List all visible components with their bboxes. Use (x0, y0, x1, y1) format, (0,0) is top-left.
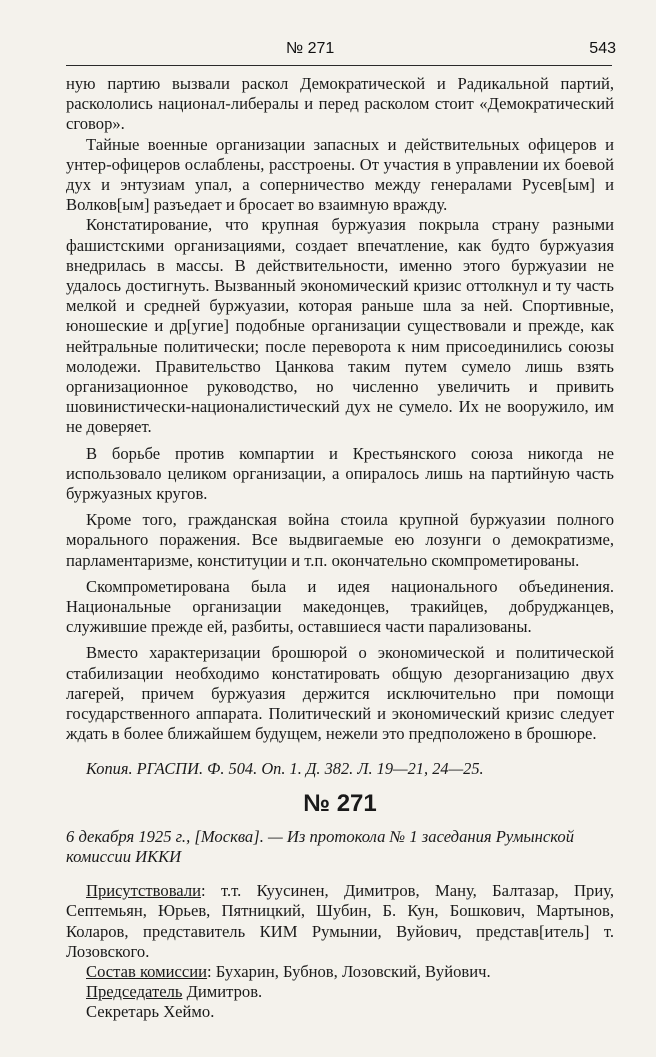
running-header (0, 40, 656, 62)
attendees-label: Присутствовали (86, 881, 201, 901)
paragraph-continued: ную партию вызвали раскол Демократической и Радикальной партий, раскололись национал-либералы и перед расколом стоит «Демократический сговор». (66, 74, 614, 134)
chair-name: Димитров. (182, 982, 263, 1002)
document-body (66, 74, 614, 1023)
archival-source: Копия. РГАСПИ. Ф. 504. Оп. 1. Д. 382. Л. 19—21, 24—25. (86, 758, 484, 778)
commission-label: Состав комиссии (86, 961, 208, 981)
header-page-number: 543 (589, 40, 616, 57)
header-rule (66, 65, 612, 66)
header-document-number: № 271 (286, 40, 335, 57)
paragraph-stabilization: Вместо характеризации брошюрой о экономической и политической стабилизации необходимо констатировать общую дезорганизацию двух лагерей, причем буржуазия держится исключительно при помощи государственного аппарата. Политический и экономический кризис следует ждать в более ближайшем будущем, нежели это предположено в брошюре. (66, 643, 614, 744)
commission-paragraph (66, 962, 614, 982)
paragraph-national-unity: Скомпрометирована была и идея национального объединения. Национальные организации македонцев, тракийцев, добруджанцев, служившие прежде ей, разбиты, оставшиеся части парализованы. (66, 576, 614, 637)
attendees-paragraph (66, 881, 614, 962)
paragraph-party-struggle: В борьбе против компартии и Крестьянского союза никогда не использовало целиком организации, а опиралось лишь на партийную часть буржуазных кругов. (66, 443, 614, 504)
document-number-heading: № 271 (303, 789, 377, 817)
commission-list: : Бухарин, Бубнов, Лозовский, Вуйович. (207, 961, 491, 981)
secretary-paragraph: Секретарь Хеймо. (86, 1002, 215, 1022)
chair-label: Председатель (86, 982, 183, 1002)
document-headline: 6 декабря 1925 г., [Москва]. — Из протокола № 1 заседания Румынской комиссии ИККИ (66, 826, 574, 866)
paragraph-civil-war: Кроме того, гражданская война стоила крупной буржуазии полного морального поражения. Все выдвигаемые ею лозунги о демократизме, парламентаризме, конституции и т.п. окончательно скомпрометированы. (66, 510, 614, 570)
paragraph-fascist-organizations: Констатирование, что крупная буржуазия покрыла страну разными фашистскими организациями, создает впечатление, как будто буржуазия внедрилась в массы. В действительности, именно этого буржуазии не удалось достигнуть. Вызванный экономический кризис оттолкнул и ту часть мелкой и средней буржуазии, которая раньше шла за ней. Спортивные, юношеские и др[угие] подобные организации существовали и прежде, как нейтральные политически; после переворота к ним присоединились союзы молодежи. Правительство Цанкова таким путем сумело лишь взять организационное руководство, но численно увеличить и привить шовинистически-националистический дух не сумело. Их не вооружило, им не доверяет. (66, 215, 614, 437)
chair-paragraph (66, 982, 614, 1002)
attendees-list: : т.т. Куусинен, Димитров, Ману, Балтазар, Приу, Септемьян, Юрьев, Пятницкий, Шубин, Б. Кун, Бошкович, Мартынов, Коларов, представитель КИМ Румынии, Вуйович, представ[итель] т. Лозовского. (66, 881, 614, 961)
paragraph-military-organizations: Тайные военные организации запасных и действительных офицеров и унтер-офицеров ослаблены, расстроены. От участия в управлении их боевой дух и энтузиам упал, а соперничество между генералами Русев[ым] и Волков[ым] разъедает и бросает во взаимную вражду. (66, 134, 614, 215)
